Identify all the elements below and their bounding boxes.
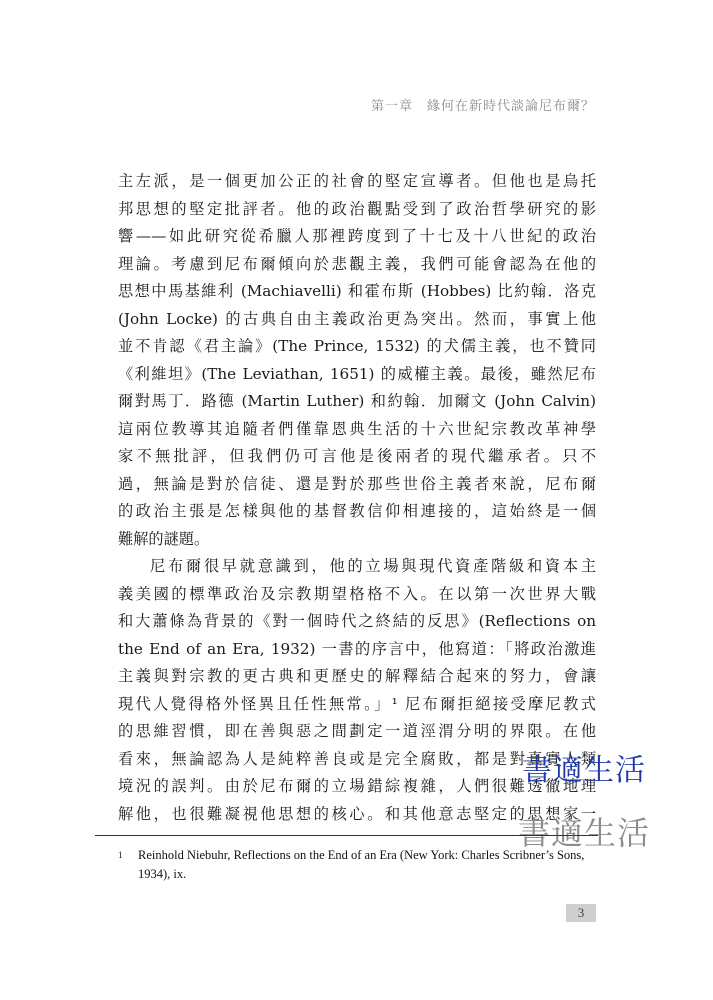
text-line: 主義與對宗教的更古典和更歷史的解釋結合起來的努力，會讓 xyxy=(118,667,596,685)
body-text xyxy=(118,168,596,828)
text-line: 的政治主張是怎樣與他的基督教信仰相連接的，這始終是一個 xyxy=(118,502,596,520)
watermark-blue: 書適生活 xyxy=(522,753,646,788)
text-line: 和大蕭條為背景的《對一個時代之終結的反思》(Reflections on xyxy=(118,612,596,630)
text-line: 主左派，是一個更加公正的社會的堅定宣導者。但他也是烏托 xyxy=(118,172,596,190)
text-line: 難解的謎題。 xyxy=(118,529,210,548)
text-line: 這兩位教導其追隨者們僅靠恩典生活的十六世紀宗教改革神學 xyxy=(118,419,596,438)
text-line: 過，無論是對於信徒、還是對於那些世俗主義者來說，尼布爾 xyxy=(118,474,596,493)
text-line: 響——如此研究從希臘人那裡跨度到了十七及十八世紀的政治 xyxy=(118,227,596,245)
running-header: 第一章 緣何在新時代談論尼布爾？ xyxy=(370,99,595,114)
text-line: 《利維坦》(The Leviathan, 1651) 的威權主義。最後，雖然尼布 xyxy=(118,364,596,383)
text-line: 的思維習慣，即在善與惡之間劃定一道涇渭分明的界限。在他 xyxy=(118,722,596,740)
text-line: 看來，無論認為人是純粹善良或是完全腐敗，都是對真實人類 xyxy=(118,749,596,768)
text-line: 解他，也很難凝視他思想的核心。和其他意志堅定的思想家一 xyxy=(118,804,596,823)
text-line: 邦思想的堅定批評者。他的政治觀點受到了政治哲學研究的影 xyxy=(118,199,596,218)
text-line: the End of an Era, 1932) 一書的序言中，他寫道：「將政治激進 xyxy=(118,639,596,658)
text-line: 思想中馬基維利 (Machiavelli) 和霍布斯 (Hobbes) 比約翰．洛克 xyxy=(118,282,596,300)
text-line: 義美國的標準政治及宗教期望格格不入。在以第一次世界大戰 xyxy=(118,584,596,603)
text-line: 尼布爾很早就意識到，他的立場與現代資產階級和資本主 xyxy=(150,557,596,575)
page-number: 3 xyxy=(566,904,596,922)
footnote-text: Reinhold Niebuhr, Reflections on the End of an Era (New York: Charles Scribner’s Sons, 1934), ix. xyxy=(138,848,585,881)
text-line: 家不無批評，但我們仍可言他是後兩者的現代繼承者。只不 xyxy=(118,447,596,465)
text-line: (John Locke) 的古典自由主義政治更為突出。然而，事實上他 xyxy=(118,309,596,328)
text-line: 並不肯認《君主論》(The Prince, 1532) 的犬儒主義，也不贊同 xyxy=(118,337,596,355)
footnote-divider xyxy=(95,835,598,836)
footnote-number: 1 xyxy=(118,850,123,860)
text-line: 境況的誤判。由於尼布爾的立場錯綜複雜，人們很難透徹地理 xyxy=(118,777,596,795)
footnote xyxy=(118,846,598,884)
text-line: 理論。考慮到尼布爾傾向於悲觀主義，我們可能會認為在他的 xyxy=(118,254,596,273)
watermark-gray: 書適生活 xyxy=(518,814,651,852)
text-line: 爾對馬丁．路德 (Martin Luther) 和約翰．加爾文 (John Calvin) xyxy=(118,392,596,410)
text-line: 現代人覺得格外怪異且任性無常。」¹ 尼布爾拒絕接受摩尼教式 xyxy=(118,694,596,713)
